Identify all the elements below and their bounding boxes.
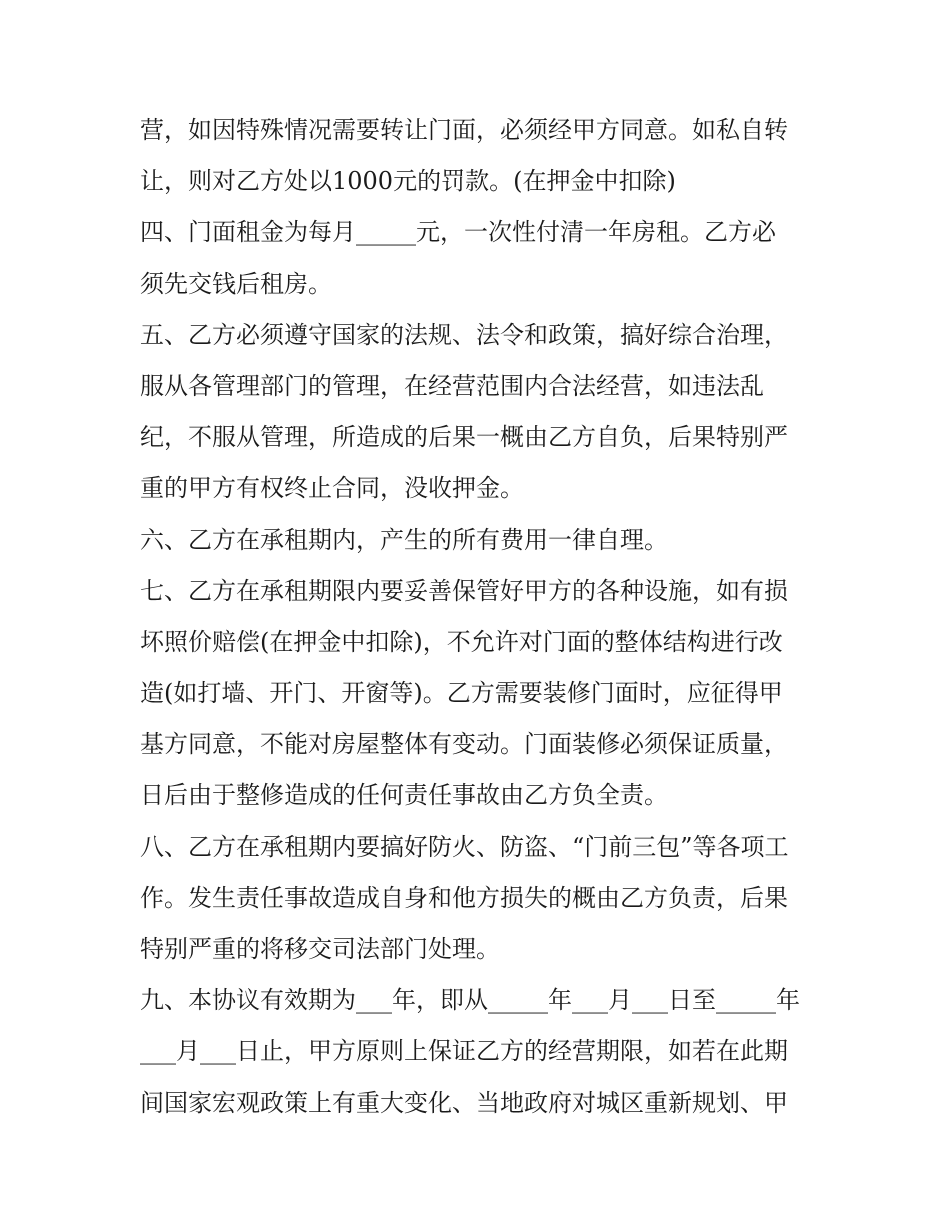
text-line: 五、乙方必须遵守国家的法规、法令和政策，搞好综合治理，: [140, 320, 788, 349]
text-line: 四、门面租金为每月_____元，一次性付清一年房租。乙方必: [140, 218, 776, 247]
text-line: 坏照价赔偿(在押金中扣除)，不允许对门面的整体结构进行改: [140, 627, 783, 656]
text-line: 间国家宏观政策上有重大变化、当地政府对城区重新规划、甲: [140, 1088, 788, 1117]
text-line: 重的甲方有权终止合同，没收押金。: [140, 474, 524, 503]
text-line: 七、乙方在承租期限内要妥善保管好甲方的各种设施，如有损: [140, 576, 788, 605]
text-line: 服从各管理部门的管理，在经营范围内合法经营，如违法乱: [140, 371, 764, 400]
text-line: 六、乙方在承租期内，产生的所有费用一律自理。: [140, 525, 668, 554]
text-line: 九、本协议有效期为___年，即从_____年___月___日至_____年: [140, 986, 800, 1015]
text-line: 作。发生责任事故造成自身和他方损失的概由乙方负责，后果: [140, 883, 788, 912]
text-line: 日后由于整修造成的任何责任事故由乙方负全责。: [140, 781, 668, 810]
document-body: [140, 105, 820, 1129]
text-line: 让，则对乙方处以1000元的罚款。(在押金中扣除): [140, 167, 676, 196]
text-line: 八、乙方在承租期内要搞好防火、防盗、“门前三包”等各项工: [140, 832, 789, 861]
text-line: 纪，不服从管理，所造成的后果一概由乙方自负，后果特别严: [140, 423, 788, 452]
text-line: ___月___日止，甲方原则上保证乙方的经营期限，如若在此期: [140, 1037, 788, 1066]
text-line: 须先交钱后租房。: [140, 269, 332, 298]
text-line: 基方同意，不能对房屋整体有变动。门面装修必须保证质量，: [140, 730, 788, 759]
text-line: 营，如因特殊情况需要转让门面，必须经甲方同意。如私自转: [140, 116, 788, 144]
text-line: 特别严重的将移交司法部门处理。: [140, 935, 500, 963]
text-line: 造(如打墙、开门、开窗等)。乙方需要装修门面时，应征得甲: [140, 679, 783, 708]
